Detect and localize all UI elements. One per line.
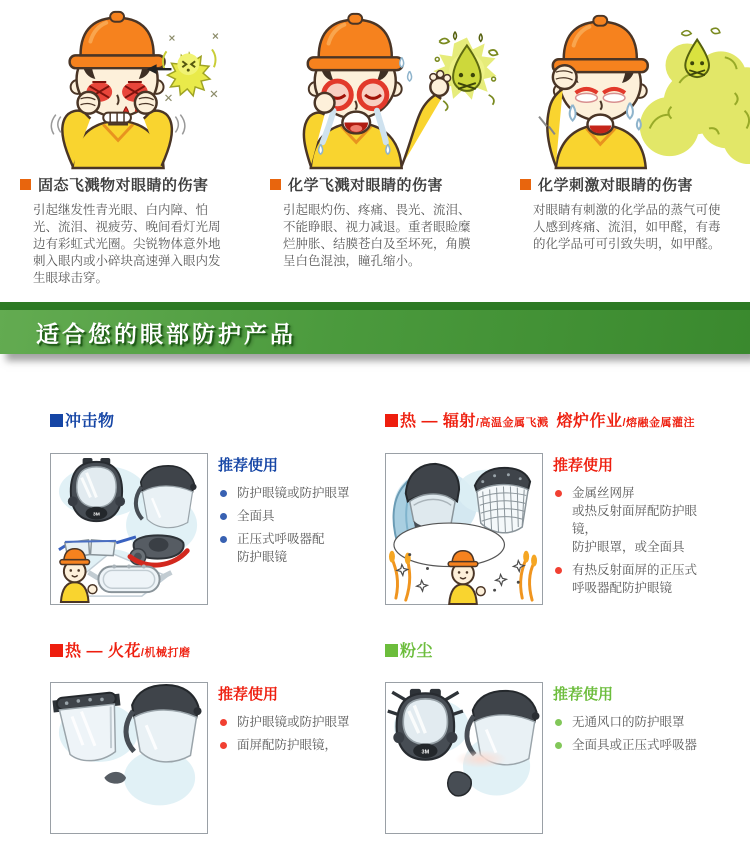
bullet-item <box>218 530 385 566</box>
bullet-dot-icon <box>555 719 562 726</box>
half-mask-icon <box>130 535 187 565</box>
recommend-label: 推荐使用 <box>218 686 279 704</box>
bullet-text: 面屏配防护眼镜， <box>237 738 338 753</box>
recommendation-block <box>553 682 720 834</box>
bullet-dot-icon <box>220 742 227 749</box>
bullet-item <box>218 736 385 754</box>
product-cell-dust <box>385 617 720 835</box>
product-title: 热 — 辐射/高温金属飞溅 熔炉作业/熔融金属灌注 <box>385 408 720 431</box>
hazard-description: 引起眼灼伤、疼痛、畏光、流泪、不能睁眼、视力减退。重者眼睑糜烂肿胀、结膜苍白及至坏死，角膜呈白色混浊，瞳孔缩小。 <box>283 203 471 268</box>
bullet-dot-icon <box>220 513 227 520</box>
bullet-dot-icon <box>555 490 562 497</box>
banner-face <box>0 310 750 354</box>
product-cell-heat-spark <box>50 617 385 835</box>
bullet-dot-icon <box>220 490 227 497</box>
product-cell-impact <box>50 387 385 605</box>
bullet-item <box>553 561 720 597</box>
bullet-dot-icon <box>555 567 562 574</box>
two-face-shields-illustration <box>51 683 207 833</box>
bullet-item <box>218 713 385 731</box>
hazard-panel-solid-splash <box>0 0 250 300</box>
square-bullet-icon <box>50 644 63 657</box>
bullet-text: 金属丝网屏 或热反射面屏配防护眼镜， 防护眼罩，或全面具 <box>572 485 698 554</box>
bullet-item <box>553 736 720 754</box>
orange-square-bullet-icon <box>270 179 281 190</box>
bullet-text: 全面具或正压式呼吸器 <box>572 738 698 753</box>
square-bullet-icon <box>50 414 63 427</box>
hood-respirator-wire-mesh-illustration <box>386 454 542 604</box>
worker-crying-chemical-splash-illustration <box>250 0 500 168</box>
recommend-label: 推荐使用 <box>218 456 279 474</box>
square-bullet-icon <box>385 644 398 657</box>
watercolor-smudge <box>455 750 507 768</box>
respirators-face-shield-goggles-illustration <box>51 454 207 604</box>
recommend-list <box>553 484 720 597</box>
product-image-heat-spark <box>50 682 208 834</box>
product-title: 粉尘 <box>385 638 720 661</box>
banner-title: 适合您的眼部防护产品 <box>36 320 296 347</box>
banner-top-strip <box>0 302 750 310</box>
bullet-item <box>218 484 385 502</box>
flying-particle-icon <box>163 49 216 95</box>
bullet-text: 有热反射面屏的正压式 呼吸器配防护眼镜 <box>572 562 698 595</box>
recommend-list <box>218 713 385 754</box>
section-banner <box>0 302 750 354</box>
bullet-dot-icon <box>220 536 227 543</box>
bullet-text: 无通风口的防护眼罩 <box>572 715 685 730</box>
hazard-panel-chemical-splash <box>250 0 500 300</box>
bullet-text: 正压式呼吸器配 防护眼镜 <box>237 531 325 564</box>
recommendation-block <box>218 682 385 834</box>
bullet-text: 防护眼镜或防护眼罩 <box>237 485 350 500</box>
square-bullet-icon <box>385 414 398 427</box>
bullet-text: 防护眼镜或防护眼罩 <box>237 715 350 730</box>
recommendation-block <box>553 453 720 605</box>
product-cell-heat-radiation <box>385 387 720 605</box>
recommend-label: 推荐使用 <box>553 456 614 474</box>
product-title: 热 — 火花/机械打磨 <box>50 638 385 661</box>
hazard-description: 对眼睛有刺激的化学品的蒸气可使人感到疼痛、流泪，如甲醛，有毒的化学品可可引致失明，如甲醛。 <box>533 203 721 251</box>
hazard-description: 引起继发性青光眼、白内障、怕光、流泪、视疲劳、晚间看灯光周边有彩虹式光圈。尖锐物体意外地刺入眼内或小碎块高速弹入眼内发生眼球击穿。 <box>33 203 221 285</box>
hazard-panel-chemical-vapor <box>500 0 750 300</box>
bullet-item <box>553 484 720 556</box>
product-title: 冲击物 <box>50 408 385 431</box>
recommend-list <box>553 713 720 754</box>
bullet-item <box>553 713 720 731</box>
worker-crying-toxic-gas-illustration <box>500 0 750 168</box>
recommend-list <box>218 484 385 566</box>
orange-square-bullet-icon <box>520 179 531 190</box>
hazard-title: 化学飞溅对眼睛的伤害 <box>270 174 490 195</box>
product-image-heat-radiation <box>385 453 543 605</box>
recommend-label: 推荐使用 <box>553 686 614 704</box>
hazard-title: 化学刺激对眼睛的伤害 <box>520 174 740 195</box>
product-section <box>0 354 750 846</box>
worker-rubbing-injured-eyes-illustration <box>0 0 250 168</box>
bullet-dot-icon <box>220 719 227 726</box>
hazard-section <box>0 0 750 300</box>
bullet-item <box>218 507 385 525</box>
bullet-text: 全面具 <box>237 508 275 523</box>
orange-square-bullet-icon <box>20 179 31 190</box>
recommendation-block <box>218 453 385 605</box>
wire-mesh-screen-icon <box>475 467 530 532</box>
hazard-title: 固态飞溅物对眼睛的伤害 <box>20 174 240 195</box>
product-image-impact <box>50 453 208 605</box>
bullet-dot-icon <box>555 742 562 749</box>
